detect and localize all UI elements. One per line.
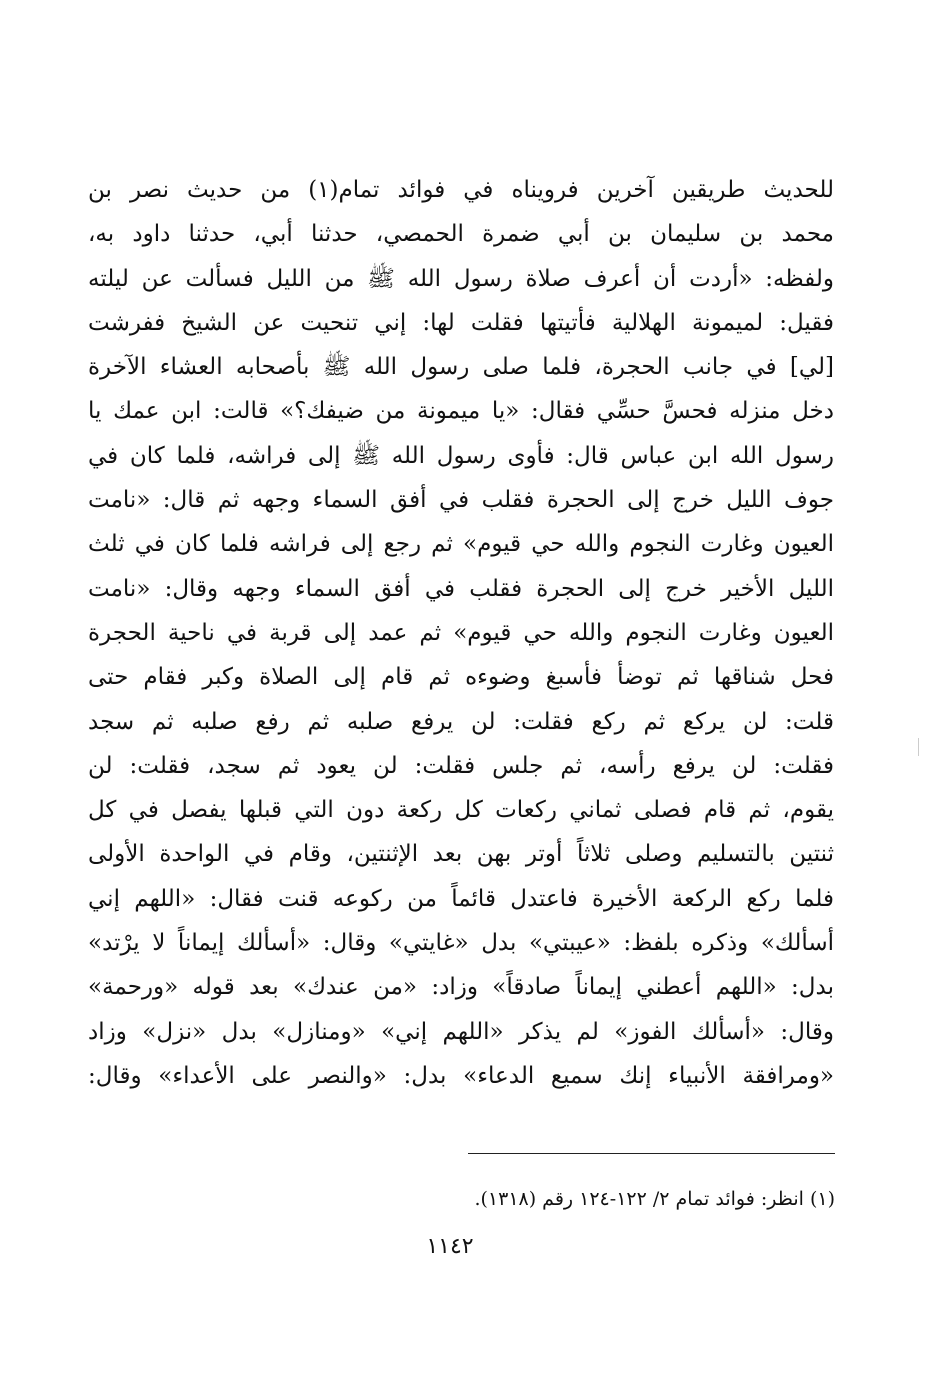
text-line: ولفظه: «أردت أن أعرف صلاة رسول الله ﷺ من الليل فسألت عن ليلته [88,265,834,292]
text-line: فقيل: لميمونة الهلالية فأتيتها فقلت لها: إني تنحيت عن الشيخ ففرشت [88,309,834,336]
text-line: فحل شناقها ثم توضأ فأسبغ وضوءه ثم قام إلى الصلاة وكبر فقام حتى [88,664,834,691]
text-line: محمد بن سليمان بن أبي ضمرة الحمصي، حدثنا أبي، حدثنا داود به، [88,221,834,248]
text-line: [لي] في جانب الحجرة، فلما صلى رسول الله ﷺ بأصحابه العشاء الآخرة [88,354,834,381]
text-line: قلت: لن يركع ثم ركع فقلت: لن يرفع صلبه ثم رفع صلبه ثم سجد [88,708,834,735]
text-line: دخل منزله فحسَّ حسِّي فقال: «يا ميمونة من ضيفك؟» قالت: ابن عمك يا [88,398,834,425]
text-line: «ومرافقة الأنبياء إنك سميع الدعاء» بدل: «والنصر على الأعداء» وقال: [88,1062,834,1089]
text-line: يقوم، ثم قام فصلى ثماني ركعات كل ركعة دون التي قبلها يفصل في كل [88,797,834,824]
text-line: أسألك» وذكره بلفظ: «عيبتي» بدل «غايتي» وقال: «أسألك إيماناً لا يرْتد» [88,930,834,957]
text-line: بدل: «اللهم أعطني إيماناً صادقاً» وزاد: «من عندك» بعد قوله «ورحمة» [88,974,834,1001]
text-line: وقال: «أسألك الفوز» لم يذكر «اللهم إني» «ومنازل» بدل «نزل» وزاد [88,1018,834,1045]
text-line: فقلت: لن يرفع رأسه، ثم جلس فقلت: لن يعود ثم سجد، فقلت: لن [88,752,834,779]
text-line: العيون وغارت النجوم والله حي قيوم» ثم عمد إلى قربة في ناحية الحجرة [88,619,834,646]
text-line: رسول الله ابن عباس قال: فأوى رسول الله ﷺ إلى فراشه، فلما كان في [88,442,834,469]
text-line: للحديث طريقين آخرين فرويناه في فوائد تمام(١) من حديث نصر بن [88,177,834,203]
text-line: فلما ركع الركعة الأخيرة فاعتدل قائماً من ركوعه قنت فقال: «اللهم إني [88,885,834,912]
text-line: العيون وغارت النجوم والله حي قيوم» ثم رجع إلى فراشه فلما كان في ثلث [88,531,834,558]
footnote: (١) انظر: فوائد تمام ٢/ ١٢٢-١٢٤ رقم (١٣١٨). [474,1188,835,1210]
body-text [88,168,834,1098]
text-line: الليل الأخير خرج إلى الحجرة فقلب في أفق السماء وجهه وقال: «نامت [88,575,834,602]
text-line: جوف الليل خرج إلى الحجرة فقلب في أفق السماء وجهه ثم قال: «نامت [88,487,834,514]
page-number: ١١٤٢ [426,1234,474,1259]
text-line: ثنتين بالتسليم وصلى ثلاثاً أوتر بهن بعد الإثنتين، وقام في الواحدة الأولى [88,841,834,868]
footnote-divider [468,1153,835,1154]
scan-margin-mark [918,738,919,756]
